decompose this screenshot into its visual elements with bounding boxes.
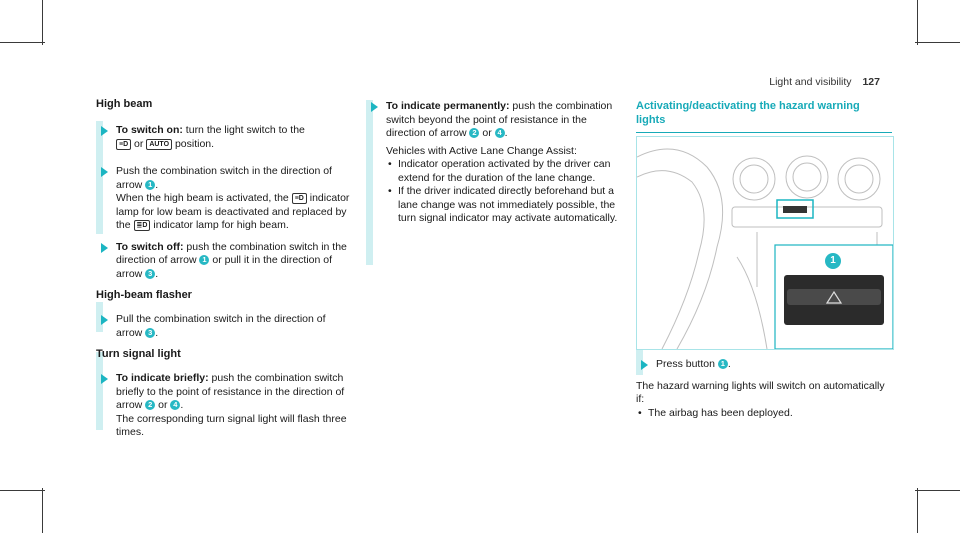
crop-mark (917, 488, 918, 533)
auto-switch-note: The hazard warning lights will switch on automatically if: (636, 379, 885, 405)
bullet-item: • If the driver indicated directly beforehand but a lane change was not immediately possible, the turn signal indicator may activate automatically. (388, 185, 618, 224)
callout-4: 4 (495, 128, 505, 138)
hazard-button-illustration (636, 136, 894, 350)
step-arrow-icon (641, 360, 648, 370)
auto-icon: AUTO (146, 139, 172, 150)
callout-2: 2 (469, 128, 479, 138)
running-header (769, 76, 880, 88)
step-arrow-icon (101, 167, 108, 177)
turn-signal-heading: Turn signal light (96, 348, 181, 360)
column-left (96, 98, 351, 448)
high-beam-icon: ≣D (134, 220, 151, 231)
crop-mark (0, 42, 45, 43)
column-middle (366, 100, 624, 234)
step-arrow-icon (101, 315, 108, 325)
assist-note: Vehicles with Active Lane Change Assist: (386, 144, 577, 157)
callout-1: 1 (145, 180, 155, 190)
page-number: 127 (862, 76, 880, 88)
crop-mark (0, 490, 45, 491)
section-title: Light and visibility (769, 76, 852, 88)
step-indicate-briefly: To indicate briefly: push the combination switch briefly to the point of resistance in the direction of arrow 2 or 4 . The corresponding turn signal light will flash three times. (96, 372, 351, 440)
step-press-button: Press button 1 . (636, 358, 892, 372)
crop-mark (42, 0, 43, 45)
crop-mark (915, 490, 960, 491)
step-arrow-icon (101, 243, 108, 253)
step-arrow-icon (371, 102, 378, 112)
callout-1: 1 (199, 255, 209, 265)
step-push-switch: Push the combination switch in the direction of arrow 1 . When the high beam is activated, the ≡D indicator lamp for low beam is deactivated and replaced by the ≣D indicator lamp for high beam. (96, 165, 351, 233)
crop-mark (917, 0, 918, 45)
bullet-item: • The airbag has been deployed. (638, 406, 793, 419)
callout-2: 2 (145, 400, 155, 410)
low-beam-icon: ≡D (292, 193, 307, 204)
step-switch-on: To switch on: turn the light switch to the ≡D or AUTO position. (96, 124, 351, 151)
callout-1: 1 (718, 359, 728, 369)
step-flasher: Pull the combination switch in the direction of arrow 3 . (96, 313, 351, 340)
crop-mark (915, 42, 960, 43)
callout-4: 4 (170, 400, 180, 410)
dashboard-drawing (637, 137, 893, 349)
callout-3: 3 (145, 328, 155, 338)
step-arrow-icon (101, 374, 108, 384)
hazard-button-small (783, 206, 807, 213)
column-right (636, 100, 892, 133)
callout-3: 3 (145, 269, 155, 279)
callout-1: 1 (825, 253, 841, 269)
step-arrow-icon (101, 126, 108, 136)
high-beam-heading: High beam (96, 98, 153, 110)
step-switch-off: To switch off: push the combination switch in the direction of arrow 1 or pull it in the direction of arrow 3 . (96, 241, 351, 282)
column-right-body (636, 358, 892, 420)
crop-mark (42, 488, 43, 533)
bullet-item: • Indicator operation activated by the driver can extend for the duration of the lane change. (388, 158, 611, 184)
flasher-heading: High-beam flasher (96, 289, 192, 301)
low-beam-icon: ≡D (116, 139, 131, 150)
hazard-heading: Activating/deactivating the hazard warning lights (636, 100, 892, 133)
step-indicate-permanently: To indicate permanently: push the combination switch beyond the point of resistance in the direction of arrow 2 or 4 . Vehicles with Active Lane Change Assist: • Indicator operation activated by the driver can extend for the duration of the lane change. • If the driver indicated directly beforehand but a lane change was not immediately possible, the turn signal indicator may activate automatically. (366, 100, 624, 226)
